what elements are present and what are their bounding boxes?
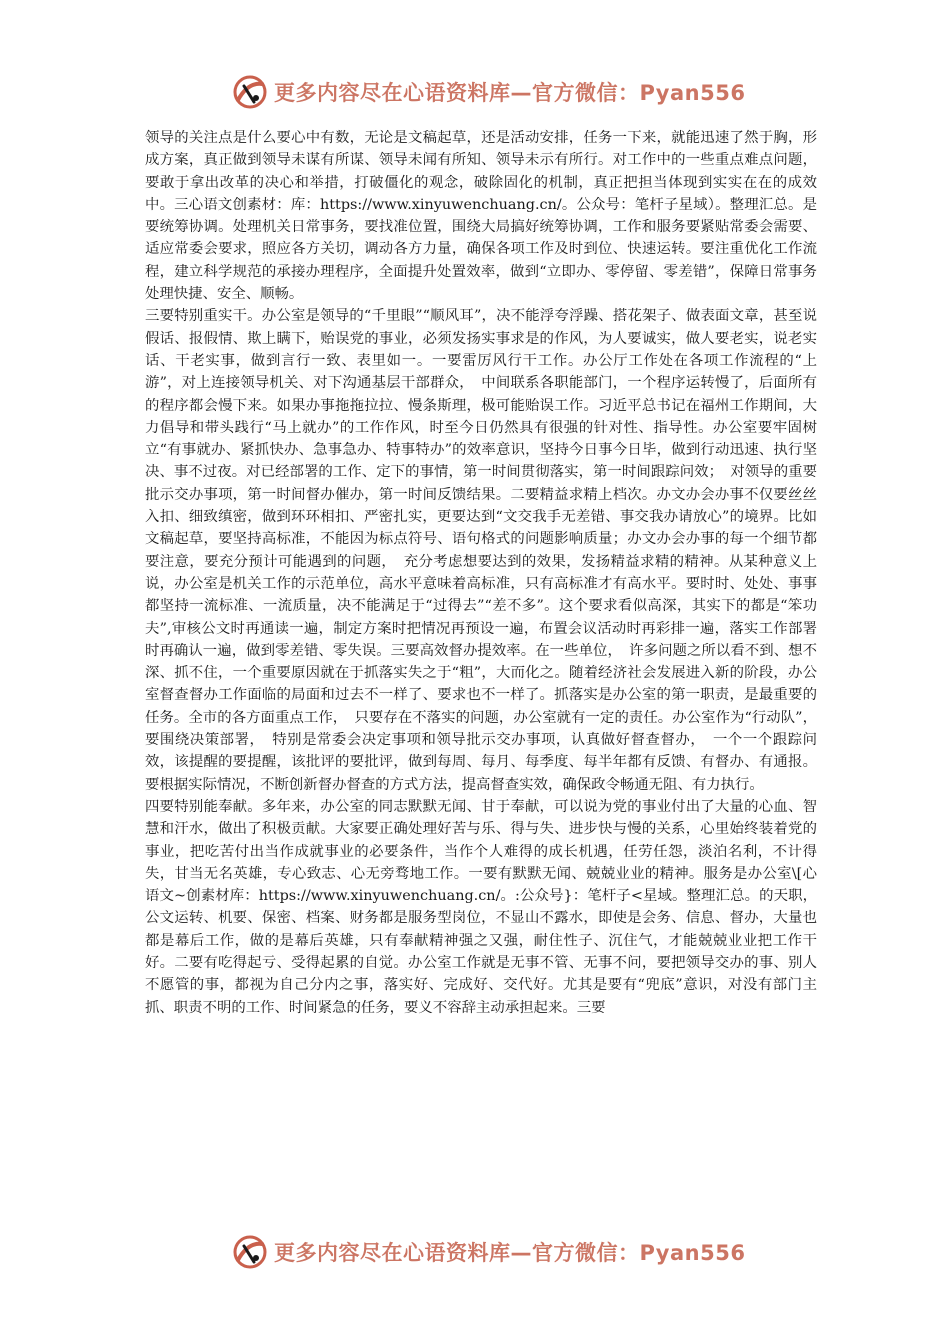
paragraph: 三要特别重实干。办公室是领导的“千里眼”“顺风耳”，决不能浮夸浮躁、搭花架子、做表面文章，甚至说假话、报假情、欺上瞒下，贻误党的事业，必须发扬实事求是的作风，为人要诚实，做人要老实，说老实话、干老实事，做到言行一致、表里如一。一要雷厉风行干工作。办公厅工作处在各项工作流程的“上游”，对上连接领导机关、对下沟通基层干部群众， 中间联系各职能部门，一个程序运转慢了，后面所有的程序都会慢下来。如果办事拖拖拉拉、慢条斯理，极可能贻误工作。习近平总书记在福州工作期间，大力倡导和带头践行“马上就办”的工作作风，时至今日仍然具有很强的针对性、指导性。办公室要牢固树立“有事就办、紧抓快办、急事急办、特事特办”的效率意识，坚持今日事今日毕，做到行动迅速、执行坚决、事不过夜。对已经部署的工作、定下的事情，第一时间贯彻落实，第一时间跟踪问效； 对领导的重要批示交办事项，第一时间督办催办，第一时间反馈结果。二要精益求精上档次。办文办会办事不仅要丝丝入扣、细致缜密，做到环环相扣、严密扎实，更要达到“文交我手无差错、事交我办请放心”的境界。比如文稿起草，要坚持高标准，不能因为标点符号、语句格式的问题影响质量；办文办会办事的每一个细节都要注意，要充分预计可能遇到的问题， 充分考虑想要达到的效果，发扬精益求精的精神。从某种意义上说，办公室是机关工作的示范单位，高水平意味着高标准，只有高标准才有高水平。要时时、处处、事事都坚持一流标准、一流质量，决不能满足于“过得去”“差不多”。这个要求看似高深，其实下的都是“笨功夫”,审核公文时再通读一遍，制定方案时把情况再预设一遍，布置会议活动时再彩排一遍，落实工作部署时再确认一遍，做到零差错、零失误。三要高效督办提效率。在一些单位， 许多问题之所以看不到、想不深、抓不住，一个重要原因就在于抓落实失之于“粗”，大而化之。随着经济社会发展进入新的阶段，办公室督查督办工作面临的局面和过去不一样了、要求也不一样了。抓落实是办公室的第一职责，是最重要的任务。全市的各方面重点工作， 只要存在不落实的问题，办公室就有一定的责任。办公室作为“行动队”，要围绕决策部署， 特别是常委会决定事项和领导批示交办事项，认真做好督查督办， 一个一个跟踪问效，该提醒的要提醒，该批评的要批评，做到每周、每月、每季度、每半年都有反馈、有督办、有通报。要根据实际情况，不断创新督办督查的方式方法，提高督查实效，确保政令畅通无阻、有力执行。 bbox=[145, 308, 817, 793]
footer-banner bbox=[232, 1232, 745, 1272]
paragraph: 四要特别能奉献。多年来，办公室的同志默默无闻、甘于奉献，可以说为党的事业付出了大量的心血、智慧和汗水，做出了积极贡献。大家要正确处理好苦与乐、得与失、进步快与慢的关系，心里始终装着党的事业，把吃苦付出当作成就事业的必要条件，当作个人难得的成长机遇，任劳任怨，淡泊名利，不计得失，甘当无名英雄，专心致志、心无旁骛地工作。一要有默默无闻、兢兢业业的精神。服务是办公室\[心语文~创素材库：https://www.xinyuwenchuang.cn/。:公众号}：笔杆子<星域。整理汇总。的天职，公文运转、机要、保密、档案、财务都是服务型岗位，不显山不露水，即使是会务、信息、督办，大量也都是幕后工作，做的是幕后英雄，只有奉献精神强之又强，耐住性子、沉住气，才能兢兢业业把工作干好。二要有吃得起亏、受得起累的自觉。办公室工作就是无事不管、无事不问，要把领导交办的事、别人不愿管的事，都视为自己分内之事，落实好、完成好、交代好。尤其是要有“兜底”意识，对没有部门主抓、职责不明的工作、时间紧急的任务，要义不容辞主动承担起来。三要 bbox=[145, 798, 817, 1016]
brand-logo-icon bbox=[232, 1234, 268, 1270]
footer-banner-text: 更多内容尽在心语资料库—官方微信：Pyan556 bbox=[274, 1241, 746, 1265]
header-banner-text: 更多内容尽在心语资料库—官方微信：Pyan556 bbox=[274, 81, 746, 105]
brand-logo-icon bbox=[232, 74, 268, 110]
paragraph: 领导的关注点是什么要心中有数，无论是文稿起草，还是活动安排，任务一下来，就能迅速了然于胸，形成方案，真正做到领导未谋有所谋、领导未闻有所知、领导未示有所行。对工作中的一些重点难点问题，要敢于拿出改革的决心和举措，打破僵化的观念，破除固化的机制，真正把担当体现到实实在在的成效中。三心语文创素材：库：https://www.xinyuwenchuang.cn/。公众号：笔杆子星域）。整理汇总。是要统筹协调。处理机关日常事务，要找准位置，围绕大局搞好统筹协调，工作和服务要紧贴常委会需要、适应常委会要求，照应各方关切，调动各方力量，确保各项工作及时到位、快速运转。要注重优化工作流程，建立科学规范的承接办理程序，全面提升处置效率，做到“立即办、零停留、零差错”，保障日常事务处理快捷、安全、顺畅。 bbox=[145, 130, 817, 303]
body-text bbox=[145, 127, 817, 1019]
header-banner bbox=[232, 72, 745, 112]
